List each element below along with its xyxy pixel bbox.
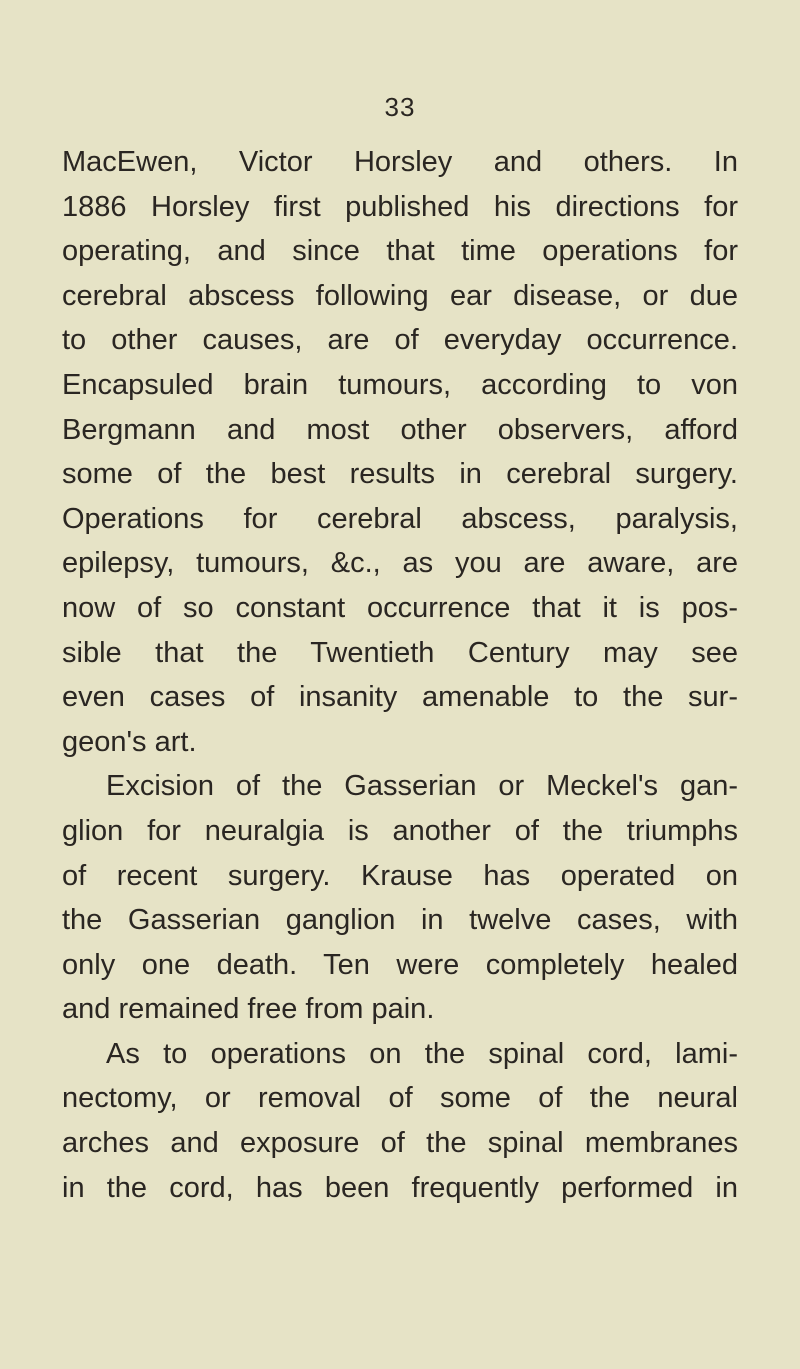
text-line: arches and exposure of the spinal membranes <box>62 1127 738 1160</box>
text-line: to other causes, are of everyday occurrence. <box>62 324 738 357</box>
text-line: 1886 Horsley first published his directions for <box>62 190 738 223</box>
text-line: only one death. Ten were completely healed <box>62 948 738 981</box>
text-line: in the cord, has been frequently performed in <box>62 1171 738 1204</box>
text-line: some of the best results in cerebral surgery. <box>62 458 738 491</box>
text-line: cerebral abscess following ear disease, or due <box>62 279 738 312</box>
text-line: As to operations on the spinal cord, lami- <box>106 1037 738 1070</box>
page-number: 33 <box>384 92 416 122</box>
text-line: MacEwen, Victor Horsley and others. In <box>62 146 738 178</box>
text-line: Encapsuled brain tumours, according to von <box>62 368 738 401</box>
text-line: now of so constant occurrence that it is pos- <box>62 591 738 624</box>
body-text <box>62 140 738 1210</box>
text-line: glion for neuralgia is another of the triumphs <box>62 814 738 847</box>
text-line: the Gasserian ganglion in twelve cases, with <box>62 904 738 937</box>
text-line: Bergmann and most other observers, afford <box>62 413 738 446</box>
text-line: and remained free from pain. <box>62 993 435 1026</box>
text-line: Excision of the Gasserian or Meckel's gan- <box>106 770 738 803</box>
text-line: nectomy, or removal of some of the neural <box>62 1082 738 1115</box>
text-line: even cases of insanity amenable to the sur- <box>62 681 738 714</box>
text-line: epilepsy, tumours, &c., as you are aware, are <box>62 547 738 580</box>
text-line: operating, and since that time operations for <box>62 235 738 268</box>
text-line: sible that the Twentieth Century may see <box>62 636 738 669</box>
text-line: Operations for cerebral abscess, paralysis, <box>62 502 738 535</box>
text-line: geon's art. <box>62 725 197 758</box>
text-line: of recent surgery. Krause has operated on <box>62 859 738 892</box>
